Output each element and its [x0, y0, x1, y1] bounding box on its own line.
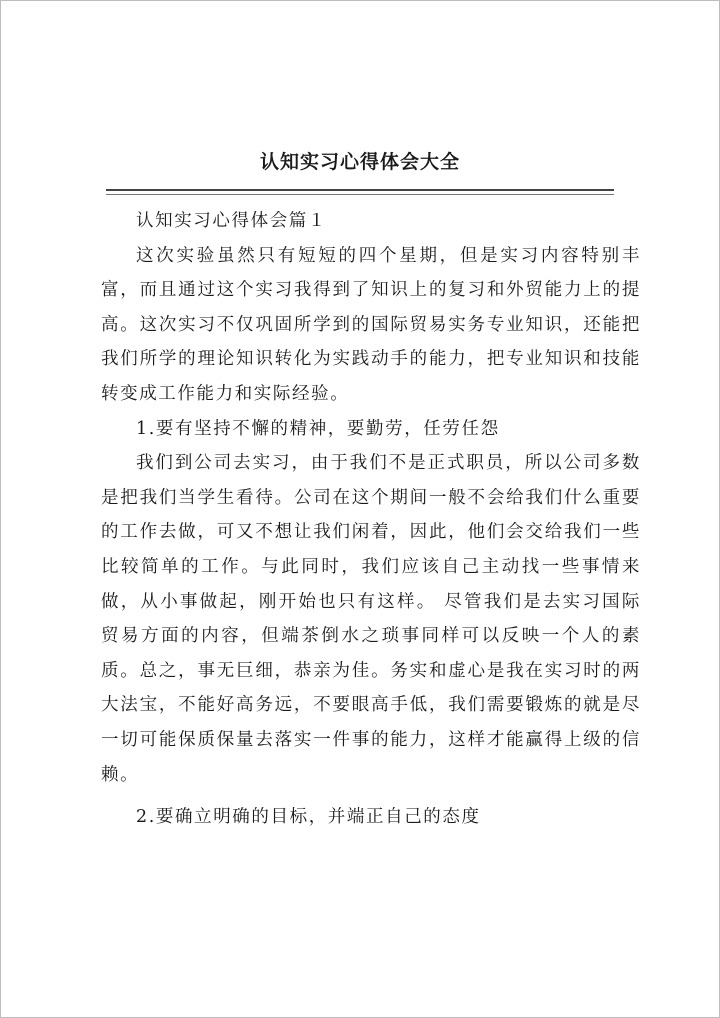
body-paragraph: 这次实验虽然只有短短的四个星期，但是实习内容特别丰富，而且通过这个实习我得到了知识上的复习和外贸能力上的提高。这次实习不仅巩固所学到的国际贸易实务专业知识，还能把我们所学的理论知识转化为实践动手的能力，把专业知识和技能转变成工作能力和实际经验。: [101, 245, 641, 404]
document-title: 认知实习心得体会大全: [259, 151, 460, 173]
title-divider-thin: [106, 194, 614, 195]
body-paragraph: 我们到公司去实习，由于我们不是正式职员，所以公司多数是把我们当学生看待。公司在这个期间一般不会给我们什么重要的工作去做，可又不想让我们闲着，因此，他们会交给我们一些比较简单的工作。与此同时，我们应该自己主动找一些事情来做，从小事做起，刚开始也只有这样。 尽管我们是去实习国际贸易方面的内容，但端茶倒水之琐事同样可以反映一个人的素质。总之，事无巨细，恭亲为佳。务实和虚心是我在实习时的两大法宝，不能好高务远，不要眼高手低，我们需要锻炼的就是尽一切可能保质保量去落实一件事的能力，这样才能赢得上级的信赖。: [101, 453, 641, 785]
point-heading-2: 2.要确立明确的目标，并端正自己的态度: [136, 807, 481, 828]
document-body: [101, 204, 641, 835]
section-subtitle: 认知实习心得体会篇１: [136, 211, 327, 231]
point-heading-1: 1.要有坚持不懈的精神，要勤劳，任劳任怨: [136, 418, 500, 439]
title-divider-thick: [106, 189, 614, 191]
